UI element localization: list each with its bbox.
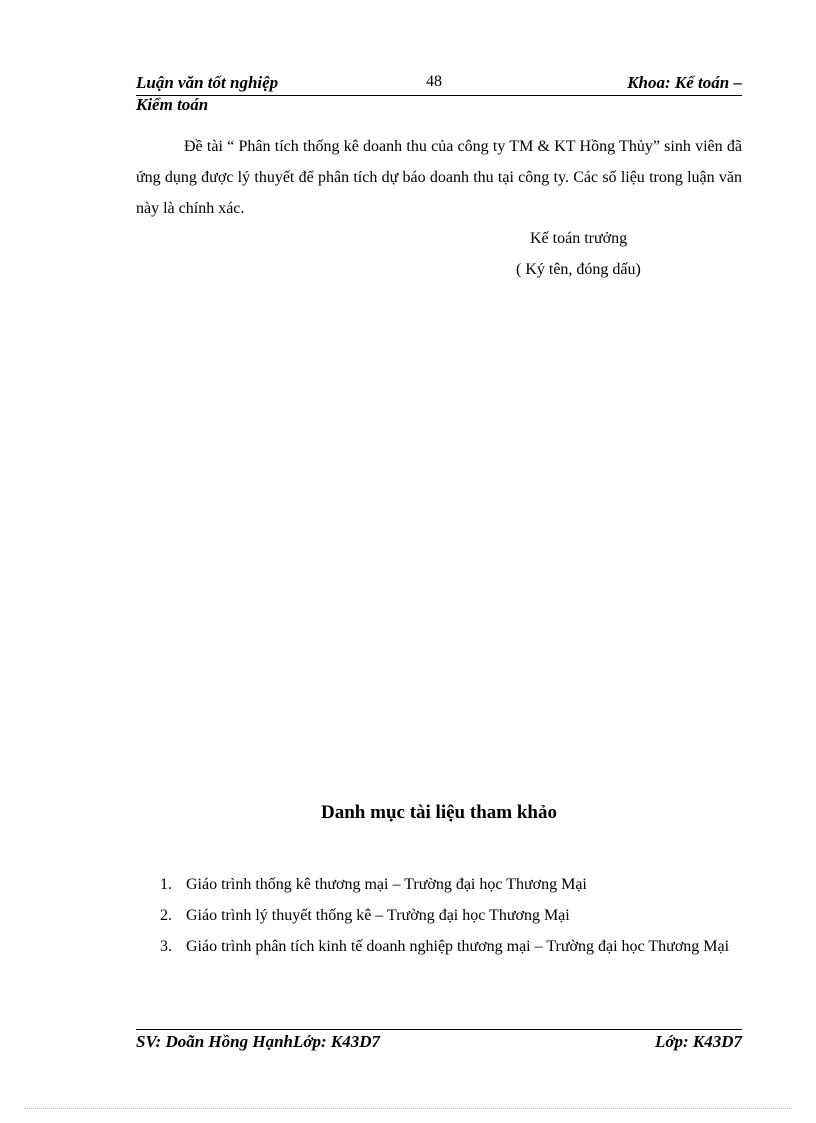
page-bottom-border <box>24 1108 792 1109</box>
footer-rule <box>136 1029 742 1030</box>
body-paragraph: Đề tài “ Phân tích thống kê doanh thu của công ty TM & KT Hồng Thủy” sinh viên đã ứng dụng được lý thuyết để phân tích dự báo doanh thu tại công ty. Các số liệu trong luận văn này là chính xác. <box>136 138 742 217</box>
page-number: 48 <box>426 73 442 90</box>
signer-title: Kế toán trưởng <box>530 230 628 247</box>
reference-number: 1. <box>160 876 172 893</box>
reference-text: Giáo trình phân tích kinh tế doanh nghiệp thương mại – Trường đại học Thương Mại <box>186 938 730 955</box>
header-department: Khoa: Kế toán – <box>627 73 742 92</box>
reference-item <box>136 931 742 962</box>
references-heading: Danh mục tài liệu tham khảo <box>321 802 557 823</box>
body-paragraph-block <box>136 131 742 224</box>
references-list <box>136 869 742 962</box>
reference-text: Giáo trình lý thuyết thống kê – Trường đại học Thương Mại <box>186 907 570 924</box>
reference-item <box>136 900 742 931</box>
reference-number: 3. <box>160 938 172 955</box>
reference-text: Giáo trình thống kê thương mại – Trường đại học Thương Mại <box>186 876 587 893</box>
header-department-continued: Kiểm toán <box>136 95 209 114</box>
signer-note: ( Ký tên, đóng dấu) <box>516 261 641 278</box>
header-rule <box>136 95 742 96</box>
reference-number: 2. <box>160 907 172 924</box>
reference-item <box>136 869 742 900</box>
footer-class: Lớp: K43D7 <box>654 1032 742 1051</box>
header-title: Luận văn tốt nghiệp <box>136 73 279 92</box>
footer-student: SV: Doãn Hồng HạnhLớp: K43D7 <box>136 1032 381 1051</box>
